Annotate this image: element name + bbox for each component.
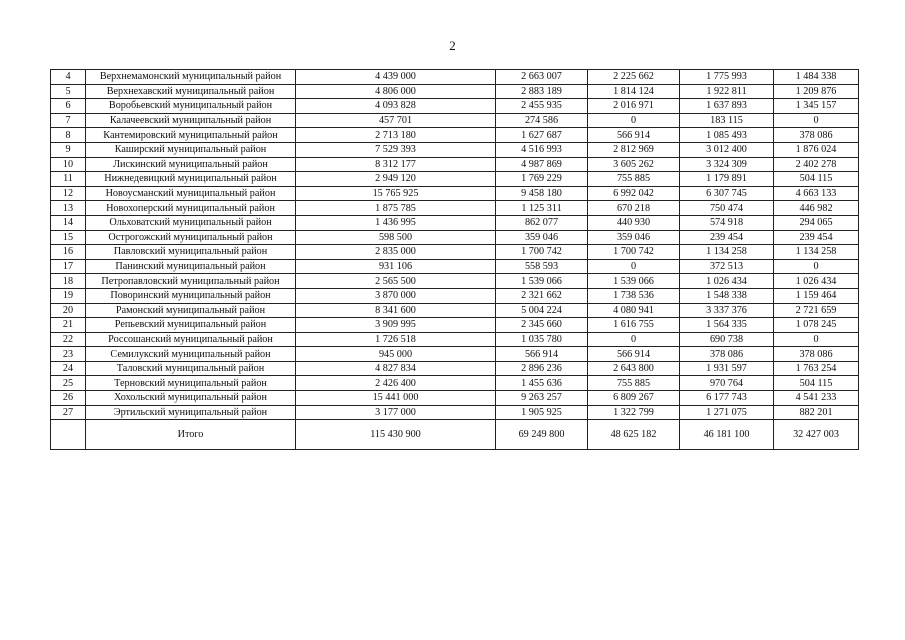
district-name-cell: Рамонский муниципальный район [86,303,296,318]
value-1-cell: 2 713 180 [296,128,496,143]
district-name-cell: Семилукский муниципальный район [86,347,296,362]
value-2-cell: 1 627 687 [496,128,588,143]
value-5-cell: 378 086 [774,128,859,143]
value-1-cell: 2 835 000 [296,245,496,260]
value-5-cell: 504 115 [774,376,859,391]
value-2-cell: 359 046 [496,230,588,245]
value-1-cell: 4 806 000 [296,84,496,99]
value-3-cell: 0 [588,113,680,128]
district-name-cell: Терновский муниципальный район [86,376,296,391]
table-row [51,259,859,274]
table-row [51,361,859,376]
value-3-cell: 755 885 [588,376,680,391]
value-3-cell: 2 016 971 [588,99,680,114]
row-number-cell: 26 [51,391,86,406]
district-name-cell: Калачеевский муниципальный район [86,113,296,128]
value-2-cell: 1 035 780 [496,332,588,347]
value-3-cell: 1 814 124 [588,84,680,99]
table-row [51,332,859,347]
value-4-cell: 183 115 [680,113,774,128]
district-name-cell: Панинский муниципальный район [86,259,296,274]
row-number-cell: 8 [51,128,86,143]
value-5-cell: 4 663 133 [774,186,859,201]
table-row [51,84,859,99]
value-2-cell: 9 263 257 [496,391,588,406]
table-row [51,274,859,289]
table-row [51,288,859,303]
total-value-3-cell: 48 625 182 [588,420,680,450]
value-3-cell: 0 [588,259,680,274]
value-2-cell: 1 539 066 [496,274,588,289]
value-5-cell: 294 065 [774,215,859,230]
value-3-cell: 440 930 [588,215,680,230]
total-value-4-cell: 46 181 100 [680,420,774,450]
value-5-cell: 1 209 876 [774,84,859,99]
page-number: 2 [449,38,456,53]
row-number-cell: 15 [51,230,86,245]
value-5-cell: 1 078 245 [774,318,859,333]
value-3-cell: 755 885 [588,172,680,187]
value-5-cell: 1 763 254 [774,361,859,376]
district-name-cell: Кантемировский муниципальный район [86,128,296,143]
value-1-cell: 3 909 995 [296,318,496,333]
value-4-cell: 6 177 743 [680,391,774,406]
row-number-cell: 5 [51,84,86,99]
table-row [51,142,859,157]
value-5-cell: 1 159 464 [774,288,859,303]
value-5-cell: 1 026 434 [774,274,859,289]
value-2-cell: 2 883 189 [496,84,588,99]
row-number-cell: 23 [51,347,86,362]
row-number-cell: 4 [51,70,86,85]
district-name-cell: Хохольский муниципальный район [86,391,296,406]
value-4-cell: 372 513 [680,259,774,274]
value-3-cell: 3 605 262 [588,157,680,172]
total-row [51,420,859,450]
table-row [51,376,859,391]
table-row [51,70,859,85]
value-3-cell: 670 218 [588,201,680,216]
value-5-cell: 239 454 [774,230,859,245]
value-3-cell: 566 914 [588,128,680,143]
value-3-cell: 359 046 [588,230,680,245]
value-1-cell: 2 949 120 [296,172,496,187]
table-body [51,70,859,450]
district-name-cell: Каширский муниципальный район [86,142,296,157]
value-1-cell: 15 765 925 [296,186,496,201]
district-name-cell: Верхнехавский муниципальный район [86,84,296,99]
value-2-cell: 274 586 [496,113,588,128]
value-3-cell: 6 809 267 [588,391,680,406]
district-name-cell: Таловский муниципальный район [86,361,296,376]
value-1-cell: 945 000 [296,347,496,362]
value-4-cell: 1 134 258 [680,245,774,260]
district-name-cell: Нижнедевицкий муниципальный район [86,172,296,187]
value-5-cell: 4 541 233 [774,391,859,406]
value-1-cell: 7 529 393 [296,142,496,157]
total-label-cell: Итого [86,420,296,450]
district-name-cell: Павловский муниципальный район [86,245,296,260]
row-number-cell: 19 [51,288,86,303]
row-number-cell: 18 [51,274,86,289]
value-2-cell: 1 769 229 [496,172,588,187]
value-2-cell: 566 914 [496,347,588,362]
district-name-cell: Россошанский муниципальный район [86,332,296,347]
value-4-cell: 3 012 400 [680,142,774,157]
value-1-cell: 2 565 500 [296,274,496,289]
value-1-cell: 15 441 000 [296,391,496,406]
value-1-cell: 4 093 828 [296,99,496,114]
table-row [51,157,859,172]
value-1-cell: 1 436 995 [296,215,496,230]
value-5-cell: 504 115 [774,172,859,187]
value-4-cell: 378 086 [680,347,774,362]
value-3-cell: 6 992 042 [588,186,680,201]
value-2-cell: 1 905 925 [496,405,588,420]
district-name-cell: Новохоперский муниципальный район [86,201,296,216]
row-number-cell: 10 [51,157,86,172]
value-1-cell: 3 177 000 [296,405,496,420]
district-name-cell: Верхнемамонский муниципальный район [86,70,296,85]
row-number-cell: 21 [51,318,86,333]
value-3-cell: 1 616 755 [588,318,680,333]
value-2-cell: 2 321 662 [496,288,588,303]
value-5-cell: 1 484 338 [774,70,859,85]
value-4-cell: 1 548 338 [680,288,774,303]
table-row [51,172,859,187]
value-3-cell: 1 539 066 [588,274,680,289]
value-3-cell: 2 225 662 [588,70,680,85]
district-name-cell: Петропавловский муниципальный район [86,274,296,289]
value-2-cell: 4 987 869 [496,157,588,172]
row-number-cell: 24 [51,361,86,376]
district-name-cell: Острогожский муниципальный район [86,230,296,245]
table-row [51,201,859,216]
value-2-cell: 2 455 935 [496,99,588,114]
table-row [51,113,859,128]
table-row [51,215,859,230]
total-number-cell [51,420,86,450]
value-3-cell: 1 738 536 [588,288,680,303]
row-number-cell: 13 [51,201,86,216]
value-1-cell: 4 439 000 [296,70,496,85]
value-5-cell: 882 201 [774,405,859,420]
table-row [51,303,859,318]
value-5-cell: 2 721 659 [774,303,859,318]
district-name-cell: Поворинский муниципальный район [86,288,296,303]
total-value-5-cell: 32 427 003 [774,420,859,450]
value-4-cell: 970 764 [680,376,774,391]
table-row [51,245,859,260]
value-3-cell: 1 700 742 [588,245,680,260]
value-5-cell: 0 [774,332,859,347]
value-5-cell: 0 [774,113,859,128]
value-4-cell: 1 271 075 [680,405,774,420]
value-1-cell: 598 500 [296,230,496,245]
table-row [51,128,859,143]
budget-table [50,69,859,450]
value-5-cell: 0 [774,259,859,274]
value-4-cell: 3 324 309 [680,157,774,172]
value-1-cell: 3 870 000 [296,288,496,303]
value-1-cell: 931 106 [296,259,496,274]
value-5-cell: 1 345 157 [774,99,859,114]
table-row [51,99,859,114]
value-4-cell: 690 738 [680,332,774,347]
table-row [51,391,859,406]
value-2-cell: 2 896 236 [496,361,588,376]
value-2-cell: 9 458 180 [496,186,588,201]
row-number-cell: 27 [51,405,86,420]
value-4-cell: 239 454 [680,230,774,245]
value-2-cell: 1 455 636 [496,376,588,391]
district-name-cell: Репьевский муниципальный район [86,318,296,333]
value-4-cell: 574 918 [680,215,774,230]
value-1-cell: 4 827 834 [296,361,496,376]
value-4-cell: 1 775 993 [680,70,774,85]
value-4-cell: 750 474 [680,201,774,216]
value-4-cell: 1 637 893 [680,99,774,114]
row-number-cell: 25 [51,376,86,391]
total-value-1-cell: 115 430 900 [296,420,496,450]
value-3-cell: 0 [588,332,680,347]
value-5-cell: 2 402 278 [774,157,859,172]
value-2-cell: 2 345 660 [496,318,588,333]
value-3-cell: 1 322 799 [588,405,680,420]
row-number-cell: 9 [51,142,86,157]
value-2-cell: 4 516 993 [496,142,588,157]
value-5-cell: 1 876 024 [774,142,859,157]
table-row [51,347,859,362]
table-row [51,405,859,420]
district-name-cell: Воробьевский муниципальный район [86,99,296,114]
row-number-cell: 16 [51,245,86,260]
value-4-cell: 3 337 376 [680,303,774,318]
row-number-cell: 7 [51,113,86,128]
value-5-cell: 378 086 [774,347,859,362]
value-4-cell: 1 564 335 [680,318,774,333]
value-4-cell: 1 931 597 [680,361,774,376]
value-5-cell: 1 134 258 [774,245,859,260]
district-name-cell: Ольховатский муниципальный район [86,215,296,230]
value-1-cell: 457 701 [296,113,496,128]
value-3-cell: 566 914 [588,347,680,362]
row-number-cell: 14 [51,215,86,230]
value-1-cell: 1 875 785 [296,201,496,216]
value-4-cell: 1 085 493 [680,128,774,143]
value-4-cell: 1 179 891 [680,172,774,187]
row-number-cell: 20 [51,303,86,318]
table-row [51,318,859,333]
value-3-cell: 2 643 800 [588,361,680,376]
value-4-cell: 1 922 811 [680,84,774,99]
value-4-cell: 6 307 745 [680,186,774,201]
value-2-cell: 2 663 007 [496,70,588,85]
row-number-cell: 22 [51,332,86,347]
value-3-cell: 4 080 941 [588,303,680,318]
district-name-cell: Лискинский муниципальный район [86,157,296,172]
district-name-cell: Эртильский муниципальный район [86,405,296,420]
row-number-cell: 12 [51,186,86,201]
value-3-cell: 2 812 969 [588,142,680,157]
value-5-cell: 446 982 [774,201,859,216]
value-1-cell: 2 426 400 [296,376,496,391]
value-1-cell: 1 726 518 [296,332,496,347]
value-2-cell: 1 125 311 [496,201,588,216]
value-2-cell: 1 700 742 [496,245,588,260]
value-1-cell: 8 312 177 [296,157,496,172]
value-2-cell: 862 077 [496,215,588,230]
value-1-cell: 8 341 600 [296,303,496,318]
row-number-cell: 11 [51,172,86,187]
value-2-cell: 558 593 [496,259,588,274]
value-2-cell: 5 004 224 [496,303,588,318]
table-row [51,230,859,245]
district-name-cell: Новоусманский муниципальный район [86,186,296,201]
table-row [51,186,859,201]
total-value-2-cell: 69 249 800 [496,420,588,450]
value-4-cell: 1 026 434 [680,274,774,289]
row-number-cell: 17 [51,259,86,274]
row-number-cell: 6 [51,99,86,114]
